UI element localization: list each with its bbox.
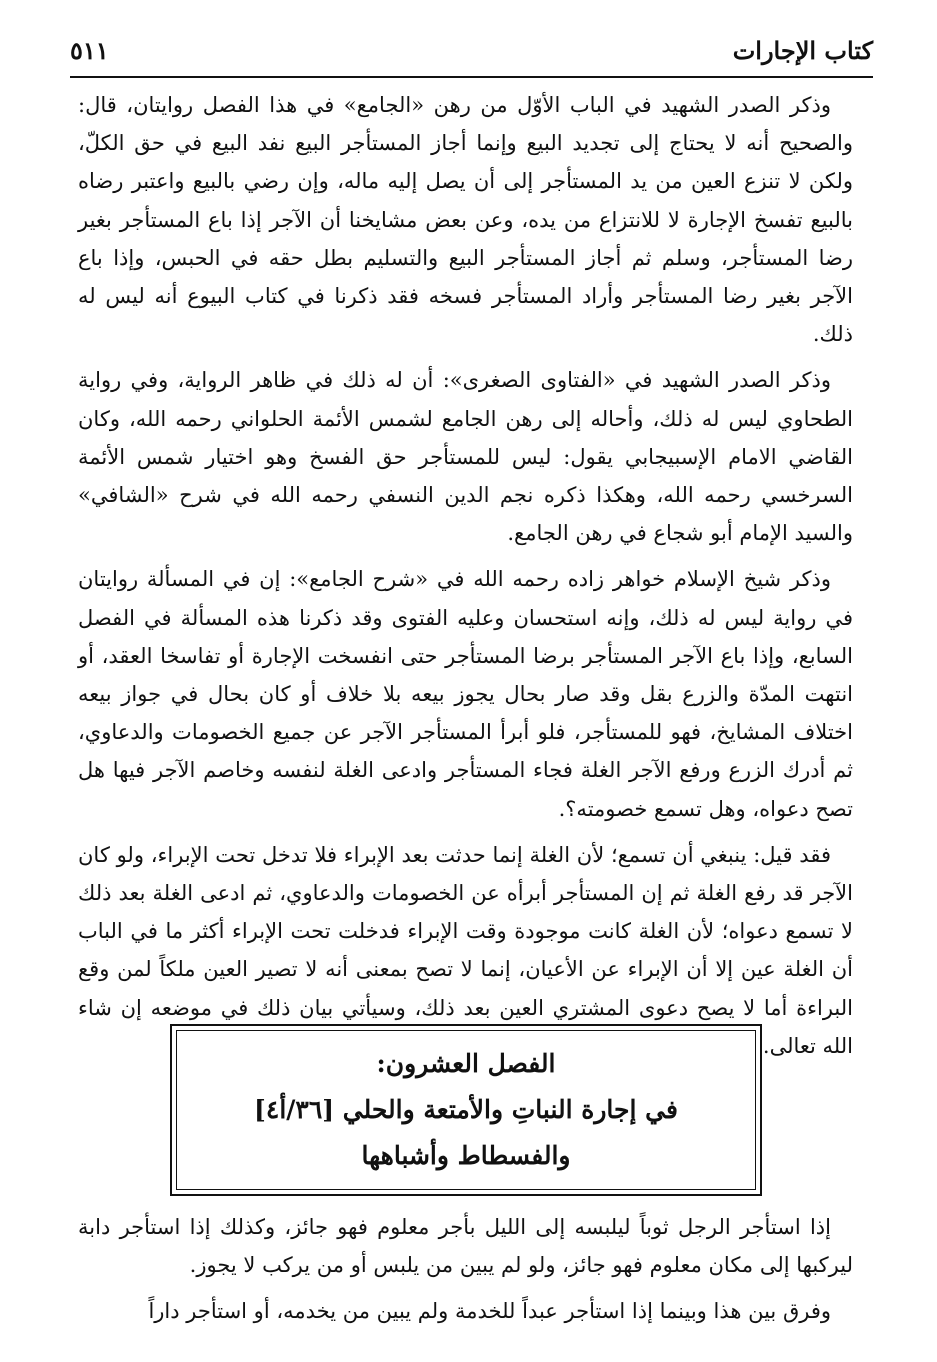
chapter-subtitle-line-1: في إجارة النباتِ والأمتعة والحلي [٣٦/أ٤] [254,1095,678,1124]
chapter-text [78,1208,853,1339]
paragraph-4: فقد قيل: ينبغي أن تسمع؛ لأن الغلة إنما حدثت بعد الإبراء فلا تدخل تحت الإبراء، ولو كان الآجر قد رفع الغلة ثم إن المستأجر أبرأه عن الخصومات والدعاوي، ثم ادعى الغلة بعد ذلك لا تسمع دعواه؛ لأن الغلة كانت موجودة وقت الإبراء فدخلت تحت الإبراء أكثر ما في الباب أن الغلة عين إلا أن الإبراء عن الأعيان، إنما لا تصح بمعنى أنه لا تصير العين ملكاً لمن وقع البراءة أما لا يصح دعوى المشتري العين بعد ذلك، وسيأتي بيان ذلك في موضعه إن شاء الله تعالى. [78,842,853,1058]
chapter-heading-frame [176,1030,756,1190]
paragraph-1: وذكر الصدر الشهيد في الباب الأوّل من رهن «الجامع» في هذا الفصل روايتان، قال: والصحيح أنه لا يحتاج إلى تجديد البيع وإنما أجاز المستأجر البيع نفد البيع في حق الكلّ، ولكن لا تنزع العين من يد المستأجر إلى أن يصل إليه ماله، وإن رضي بالبيع واعتبر رضاه بالبيع تفسخ الإجارة لا للانتزاع من يده، وعن بعض مشايخنا أن الآجر إذا باع المستأجر بغير رضا المستأجر، وسلم ثم أجاز المستأجر البيع والتسليم بطل حقه في الحبس، وإذا باع الآجر بغير رضا المستأجر وأراد المستأجر فسخه فقد ذكرنا في كتاب البيوع أنه ليس له ذلك. [78,93,853,347]
paragraph-5: إذا استأجر الرجل ثوباً ليلبسه إلى الليل بأجر معلوم فهو جائز، وكذلك إذا استأجر دابة ليركبها إلى مكان معلوم فهو جائز، ولو لم يبين من يلبس أو من يركب لا يجوز. [78,1215,853,1278]
paragraph-2: وذكر الصدر الشهيد في «الفتاوى الصغرى»: أن له ذلك في ظاهر الرواية، وفي رواية الطحاوي ليس له ذلك، وأحاله إلى رهن الجامع لشمس الأئمة الحلواني رحمه الله، وكان القاضي الامام الإسبيجابي يقول: ليس للمستأجر حق الفسخ وهو اختيار شمس الأئمة السرخسي رحمه الله، وهكذا ذكره نجم الدين النسفي رحمه الله في شرح «الشافي» والسيد الإمام أبو شجاع في رهن الجامع. [78,368,853,546]
page-number: ٥١١ [70,36,109,65]
chapter-title: الفصل العشرون: [376,1049,556,1078]
main-text [78,86,853,1073]
header-rule [70,76,873,78]
paragraph-6: وفرق بين هذا وبينما إذا استأجر عبداً للخدمة ولم يبين من يخدمه، أو استأجر داراً [148,1299,831,1324]
chapter-subtitle-line-2: والفسطاط وأشباهها [361,1141,571,1170]
page-header [70,30,873,76]
paragraph-3: وذكر شيخ الإسلام خواهر زاده رحمه الله في «شرح الجامع»: إن في المسألة روايتان في رواية ليس له ذلك، وإنه استحسان وعليه الفتوى وقد ذكرنا هذه المسألة في الفصل السابع، وإذا باع الآجر المستأجر برضا المستأجر حتى انفسخت الإجارة أو تفاسخا العقد، أو انتهت المدّة والزرع بقل وقد صار بحال يجوز بيعه بلا خلاف أو كان بحال في جواز بيعه اختلاف المشايخ، فهو للمستأجر، فلو أبرأ المستأجر الآجر عن جميع الخصومات والدعاوي، ثم أدرك الزرع ورفع الآجر الغلة فجاء المستأجر وادعى الغلة لنفسه وخاصم الآجر فيها هل تصح دعواه، وهل تسمع خصومته؟. [78,567,853,821]
chapter-heading-box [170,1024,762,1196]
running-title: كتاب الإجارات [732,36,873,65]
